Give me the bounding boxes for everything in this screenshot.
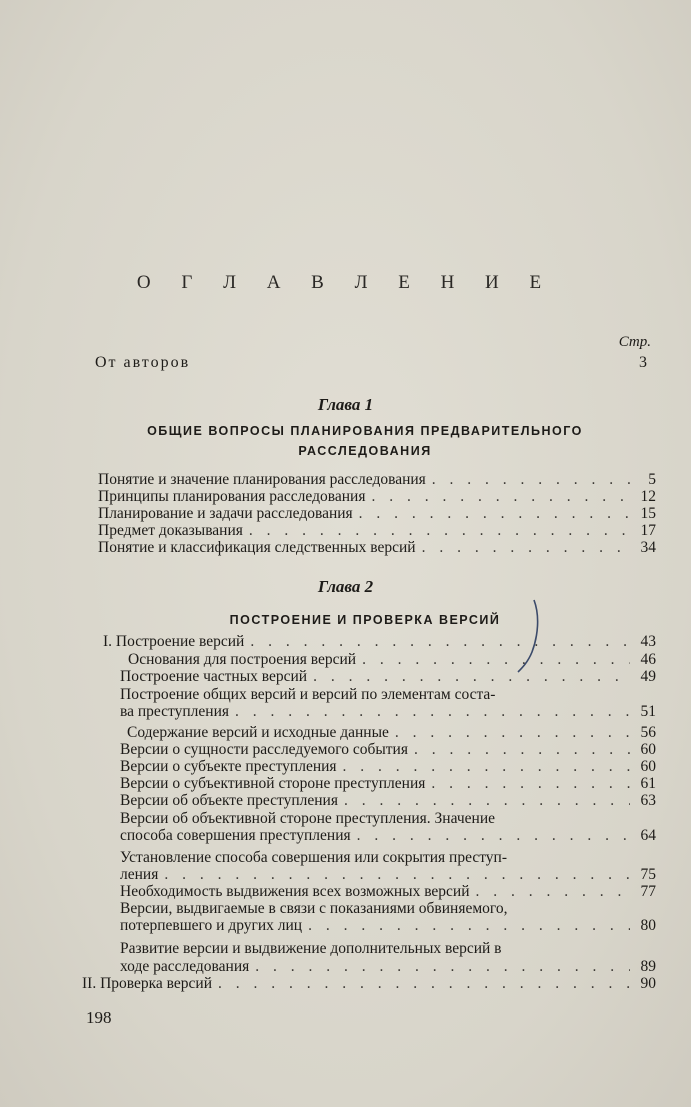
dot-leader: [249, 522, 630, 540]
entry-label: II. Проверка версий: [82, 975, 213, 992]
entry-label: От авторов: [95, 354, 191, 371]
toc-entry[interactable]: [98, 522, 656, 540]
dot-leader: [250, 633, 630, 651]
dot-leader: [218, 975, 630, 993]
dot-leader: [357, 827, 630, 845]
dot-leader: [343, 758, 630, 776]
entry-page: 60: [640, 741, 656, 758]
page-column-label: Стр.: [618, 334, 651, 350]
entry-label: Содержание версий и исходные данные: [127, 724, 389, 741]
entry-label: Построение общих версий и версий по элементам соста-: [120, 686, 496, 703]
dot-leader: [308, 917, 630, 935]
entry-label: Версии, выдвигаемые в связи с показаниями обвиняемого,: [120, 900, 508, 917]
entry-page: 63: [640, 792, 656, 809]
entry-label: Версии об объективной стороне преступления. Значение: [120, 810, 495, 827]
entry-label: Понятие и значение планирования расследования: [98, 471, 426, 488]
dot-leader: [313, 668, 630, 686]
entry-label-continuation: потерпевшего и других лиц: [120, 917, 303, 934]
toc-entry[interactable]: [128, 651, 656, 669]
entry-page: 46: [640, 651, 656, 668]
toc-entry[interactable]: [120, 917, 656, 935]
toc-entry[interactable]: [98, 471, 656, 489]
entry-label-continuation: способа совершения преступления: [120, 827, 351, 844]
entry-page: 77: [640, 883, 656, 900]
dot-leader: [422, 539, 630, 557]
entry-page: 51: [640, 703, 656, 720]
dot-leader: [395, 724, 630, 742]
entry-label: Основания для построения версий: [128, 651, 357, 668]
entry-label: Планирование и задачи расследования: [98, 505, 353, 522]
chapter-1-heading: Глава 1: [317, 395, 374, 414]
entry-label: Построение частных версий: [120, 668, 308, 685]
dot-leader: [476, 883, 630, 901]
entry-label-continuation: ва преступления: [120, 703, 230, 720]
toc-entry[interactable]: [120, 775, 656, 793]
entry-label-continuation: ходе расследования: [120, 958, 250, 975]
entry-page: 80: [640, 917, 656, 934]
chapter-1-title-line1: ОБЩИЕ ВОПРОСЫ ПЛАНИРОВАНИЯ ПРЕДВАРИТЕЛЬНОГО: [147, 424, 583, 438]
chapter-1-title: [100, 421, 630, 461]
entry-page: 17: [640, 522, 656, 539]
toc-entry[interactable]: [120, 958, 656, 976]
toc-title: О Г Л А В Л Е Н И Е: [136, 272, 555, 293]
toc-entry[interactable]: [127, 724, 656, 742]
toc-entry[interactable]: [98, 488, 656, 506]
entry-label: Версии о субъекте преступления: [120, 758, 337, 775]
entry-page: 49: [640, 668, 656, 685]
entry-label: Версии об объекте преступления: [120, 792, 338, 809]
dot-leader: [362, 651, 630, 669]
toc-entry[interactable]: [120, 866, 656, 884]
entry-label: Предмет доказывания: [98, 522, 243, 539]
entry-label: I. Построение версий: [103, 633, 245, 650]
dot-leader: [371, 488, 630, 506]
entry-label: Версии о сущности расследуемого события: [120, 741, 408, 758]
dot-leader: [431, 775, 630, 793]
dot-leader: [432, 471, 630, 489]
entry-label: Версии о субъективной стороне преступления: [120, 775, 426, 792]
toc-entry[interactable]: [120, 883, 656, 901]
entry-page: 43: [640, 633, 656, 650]
entry-page: 5: [648, 471, 656, 488]
entry-page: 34: [640, 539, 656, 556]
dot-leader: [164, 866, 630, 884]
entry-label: Установление способа совершения или сокрытия преступ-: [120, 849, 507, 866]
toc-entry[interactable]: [120, 703, 656, 721]
toc-entry[interactable]: [82, 975, 656, 993]
entry-label: Необходимость выдвижения всех возможных версий: [120, 883, 470, 900]
toc-entry[interactable]: [120, 792, 656, 810]
entry-label: Понятие и классификация следственных версий: [98, 539, 416, 556]
entry-page: 12: [640, 488, 656, 505]
toc-entry[interactable]: [98, 505, 656, 523]
entry-page: 3: [639, 354, 649, 371]
entry-page: 89: [640, 958, 656, 975]
entry-page: 90: [640, 975, 656, 992]
entry-page: 64: [640, 827, 656, 844]
dot-leader: [414, 741, 630, 759]
entry-page: 75: [640, 866, 656, 883]
entry-label: Развитие версии и выдвижение дополнительных версий в: [120, 940, 502, 957]
entry-page: 61: [640, 775, 656, 792]
toc-entry[interactable]: [120, 758, 656, 776]
toc-entry[interactable]: [120, 827, 656, 845]
entry-page: 15: [640, 505, 656, 522]
entry-label-continuation: ления: [120, 866, 159, 883]
entry-page: 56: [640, 724, 656, 741]
toc-entry-author-note[interactable]: [95, 354, 649, 372]
chapter-2-title-line1: ПОСТРОЕНИЕ И ПРОВЕРКА ВЕРСИЙ: [229, 613, 501, 627]
toc-entry[interactable]: [103, 633, 656, 651]
toc-entry[interactable]: [98, 539, 656, 557]
page-number: 198: [86, 1008, 112, 1027]
entry-page: 60: [640, 758, 656, 775]
toc-entry[interactable]: [120, 741, 656, 759]
dot-leader: [255, 958, 630, 976]
entry-label: Принципы планирования расследования: [98, 488, 366, 505]
dot-leader: [235, 703, 630, 721]
toc-entry[interactable]: [120, 668, 656, 686]
dot-leader: [359, 505, 630, 523]
chapter-2-heading: Глава 2: [317, 577, 374, 596]
dot-leader: [344, 792, 630, 810]
chapter-1-title-line2: РАССЛЕДОВАНИЯ: [298, 444, 432, 458]
